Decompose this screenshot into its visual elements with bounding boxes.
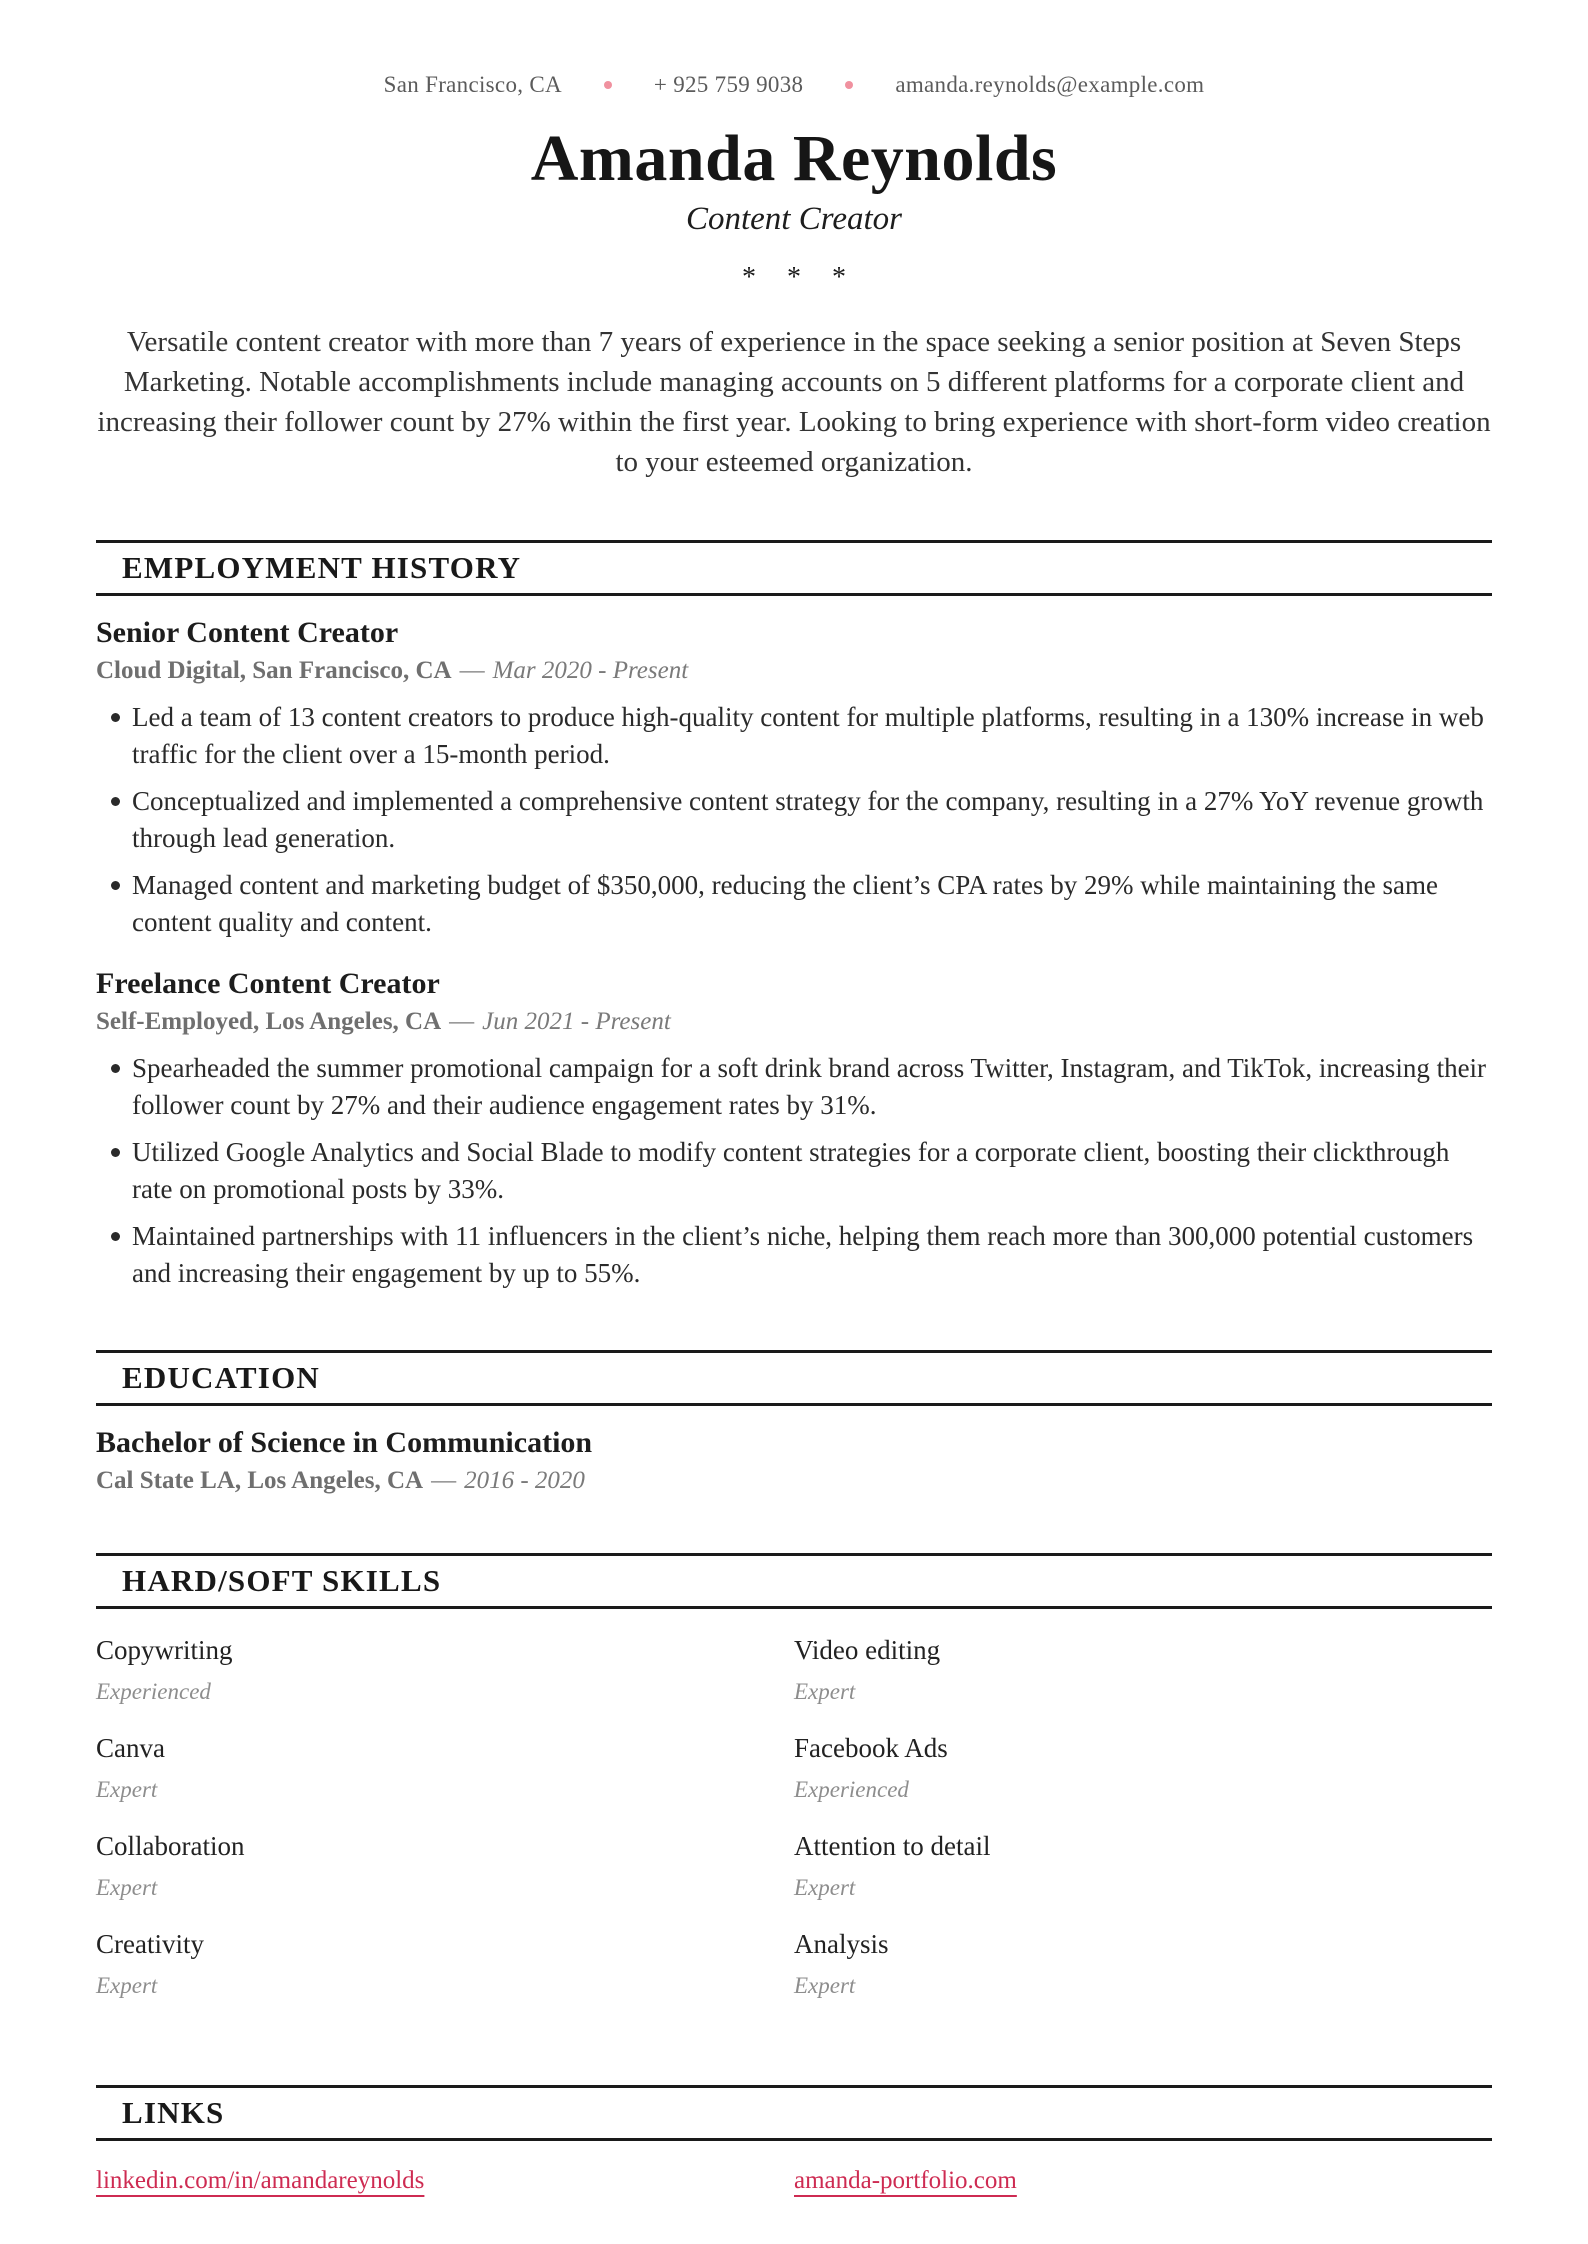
contact-row — [96, 72, 1492, 98]
portfolio-link[interactable]: amanda-portfolio.com — [794, 2167, 1017, 2195]
job-dates: Jun 2021 - Present — [482, 1008, 671, 1036]
skill-level: Experienced — [96, 1679, 211, 1705]
job-title: Freelance Content Creator — [96, 967, 440, 1001]
job-org: Self-Employed, Los Angeles, CA — [96, 1008, 442, 1036]
separator-dot-icon — [604, 81, 612, 89]
skill-name: Creativity — [96, 1929, 204, 1960]
education-meta — [96, 1467, 1492, 1495]
separator-dot-icon — [845, 81, 853, 89]
job-bullet: Maintained partnerships with 11 influencers in the client’s niche, helping them reach more than 300,000 potential customers and increasing their engagement by up to 55%. — [96, 1218, 1492, 1292]
section-links — [96, 2085, 1492, 2195]
skill-name: Canva — [96, 1733, 165, 1764]
skill-level: Experienced — [794, 1777, 909, 1803]
skill-item — [96, 1733, 794, 1803]
job-dates: Mar 2020 - Present — [492, 657, 689, 685]
job-meta — [96, 1008, 1492, 1036]
candidate-name: Amanda Reynolds — [530, 122, 1058, 195]
skill-item — [96, 1635, 794, 1705]
section-heading-education: EDUCATION — [96, 1350, 1492, 1406]
job-bullet: Conceptualized and implemented a comprehensive content strategy for the company, resulting in a 27% YoY revenue growth through lead generation. — [96, 783, 1492, 857]
skill-item — [96, 1929, 794, 1999]
job-bullet: Led a team of 13 content creators to produce high-quality content for multiple platforms, resulting in a 130% increase in web traffic for the client over a 15-month period. — [96, 699, 1492, 773]
section-employment — [96, 540, 1492, 1292]
education-org: Cal State LA, Los Angeles, CA — [96, 1467, 424, 1495]
stars-divider: * * * — [742, 262, 858, 294]
job-org: Cloud Digital, San Francisco, CA — [96, 657, 452, 685]
skills-grid — [96, 1635, 1492, 2027]
skill-item — [794, 1831, 1492, 1901]
skill-name: Attention to detail — [794, 1831, 991, 1862]
skill-item — [794, 1635, 1492, 1705]
candidate-title: Content Creator — [685, 201, 903, 238]
job-bullet: Spearheaded the summer promotional campaign for a soft drink brand across Twitter, Instagram, and TikTok, increasing their follower count by 27% and their audience engagement rates by 31%. — [96, 1050, 1492, 1124]
section-education — [96, 1350, 1492, 1495]
job-meta — [96, 657, 1492, 685]
skill-item — [96, 1831, 794, 1901]
skill-level: Expert — [96, 1973, 158, 1999]
skill-level: Expert — [794, 1679, 856, 1705]
section-heading-links: LINKS — [96, 2085, 1492, 2141]
meta-dash: — — [459, 657, 485, 685]
skill-level: Expert — [794, 1875, 856, 1901]
meta-dash: — — [431, 1467, 457, 1495]
skill-name: Copywriting — [96, 1635, 233, 1666]
contact-phone: + 925 759 9038 — [653, 72, 804, 97]
linkedin-link[interactable]: linkedin.com/in/amandareynolds — [96, 2167, 425, 2195]
links-grid — [96, 2167, 1492, 2195]
skill-name: Video editing — [794, 1635, 941, 1666]
skill-level: Expert — [96, 1777, 158, 1803]
job-bullets — [96, 699, 1492, 941]
skill-item — [794, 1733, 1492, 1803]
education-dates: 2016 - 2020 — [464, 1467, 585, 1495]
skill-level: Expert — [794, 1973, 856, 1999]
job-entry — [96, 967, 1492, 1292]
skill-name: Facebook Ads — [794, 1733, 948, 1764]
job-bullet: Managed content and marketing budget of $350,000, reducing the client’s CPA rates by 29% while maintaining the same content quality and content. — [96, 867, 1492, 941]
education-degree: Bachelor of Science in Communication — [96, 1426, 593, 1460]
job-title: Senior Content Creator — [96, 616, 399, 650]
skill-item — [794, 1929, 1492, 1999]
job-bullet: Utilized Google Analytics and Social Blade to modify content strategies for a corporate client, boosting their clickthrough rate on promotional posts by 33%. — [96, 1134, 1492, 1208]
section-skills — [96, 1553, 1492, 2027]
meta-dash: — — [449, 1008, 475, 1036]
skill-name: Collaboration — [96, 1831, 245, 1862]
contact-location: San Francisco, CA — [383, 72, 562, 97]
section-heading-employment: EMPLOYMENT HISTORY — [96, 540, 1492, 596]
skill-name: Analysis — [794, 1929, 889, 1960]
job-entry — [96, 616, 1492, 941]
section-heading-skills: HARD/SOFT SKILLS — [96, 1553, 1492, 1609]
summary-paragraph: Versatile content creator with more than 7 years of experience in the space seeking a senior position at Seven Steps Marketing. Notable accomplishments include managing accounts on 5 different platforms for a corporate client and increasing their follower count by 27% within the first year. Looking to bring experience with short-form video creation to your esteemed organization. — [97, 326, 1491, 479]
skill-level: Expert — [96, 1875, 158, 1901]
job-bullets — [96, 1050, 1492, 1292]
contact-email: amanda.reynolds@example.com — [895, 72, 1205, 97]
